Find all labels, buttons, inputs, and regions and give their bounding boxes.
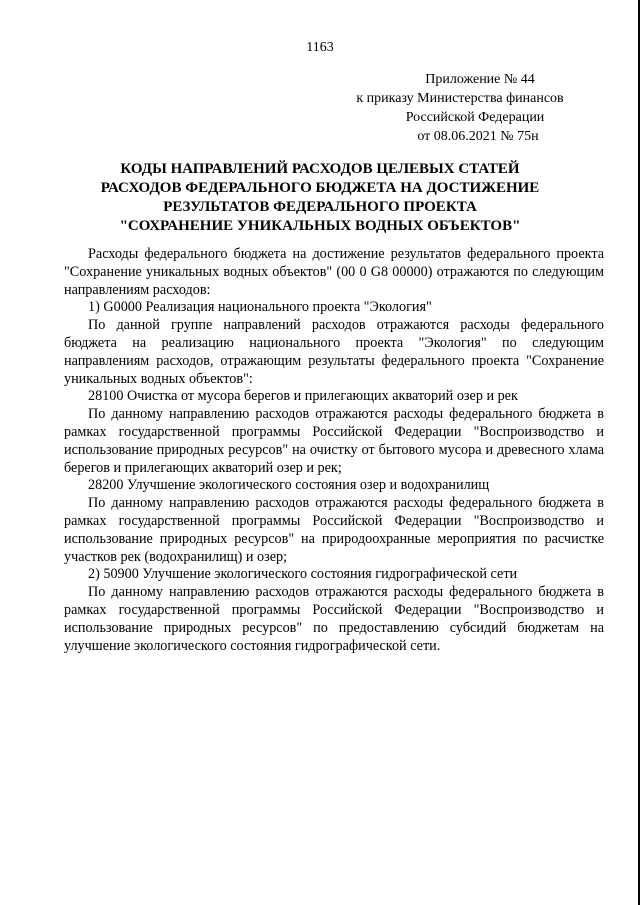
section-heading-g0000: 1) G0000 Реализация национального проекта "Экология" [88, 299, 432, 316]
paragraph-28100-desc: По данному направлению расходов отражаются расходы федерального бюджета в рамках государственной программы Российской Федерации "Воспроизводство и использование природных ресурсов" на очистку от бытового мусора и древесного хлама берегов и прилегающих акваторий озер и рек; [64, 406, 604, 476]
paragraph-g0000-desc: По данной группе направлений расходов отражаются расходы федерального бюджета на реализацию национального проекта "Экология" по следующим направлениям расходов, отражающим результаты федерального проекта "Сохранение уникальных водных объектов": [64, 317, 604, 387]
title-line-4: "СОХРАНЕНИЕ УНИКАЛЬНЫХ ВОДНЫХ ОБЪЕКТОВ" [119, 218, 521, 234]
title-line-3: РЕЗУЛЬТАТОВ ФЕДЕРАЛЬНОГО ПРОЕКТА [163, 199, 477, 215]
section-heading-50900: 2) 50900 Улучшение экологического состояния гидрографической сети [88, 566, 518, 583]
document-title [60, 160, 580, 236]
appendix-line-3: Российской Федерации [405, 110, 545, 125]
appendix-line-1: Приложение № 44 [425, 72, 535, 87]
document-body [64, 246, 604, 655]
item-heading-28100: 28100 Очистка от мусора берегов и прилегающих акваторий озер и рек [88, 388, 518, 405]
title-line-2: РАСХОДОВ ФЕДЕРАЛЬНОГО БЮДЖЕТА НА ДОСТИЖЕНИЕ [100, 180, 540, 196]
appendix-line-2: к приказу Министерства финансов [356, 91, 564, 106]
item-heading-28200: 28200 Улучшение экологического состояния озер и водохранилищ [88, 477, 490, 494]
page-number: 1163 [306, 40, 334, 55]
appendix-block [330, 70, 590, 146]
paragraph-28200-desc: По данному направлению расходов отражаются расходы федерального бюджета в рамках государственной программы Российской Федерации "Воспроизводство и использование природных ресурсов" на природоохранные мероприятия по расчистке участков рек (водохранилищ) и озер; [64, 495, 604, 565]
title-line-1: КОДЫ НАПРАВЛЕНИЙ РАСХОДОВ ЦЕЛЕВЫХ СТАТЕЙ [120, 161, 520, 177]
paragraph-50900-desc: По данному направлению расходов отражаются расходы федерального бюджета в рамках государственной программы Российской Федерации "Воспроизводство и использование природных ресурсов" по предоставлению субсидий бюджетам на улучшение экологического состояния гидрографической сети. [64, 584, 604, 654]
appendix-line-4: от 08.06.2021 № 75н [417, 129, 539, 144]
paragraph-intro: Расходы федерального бюджета на достижение результатов федерального проекта "Сохранение уникальных водных объектов" (00 0 G8 00000) отражаются по следующим направлениям расходов: [64, 246, 604, 298]
